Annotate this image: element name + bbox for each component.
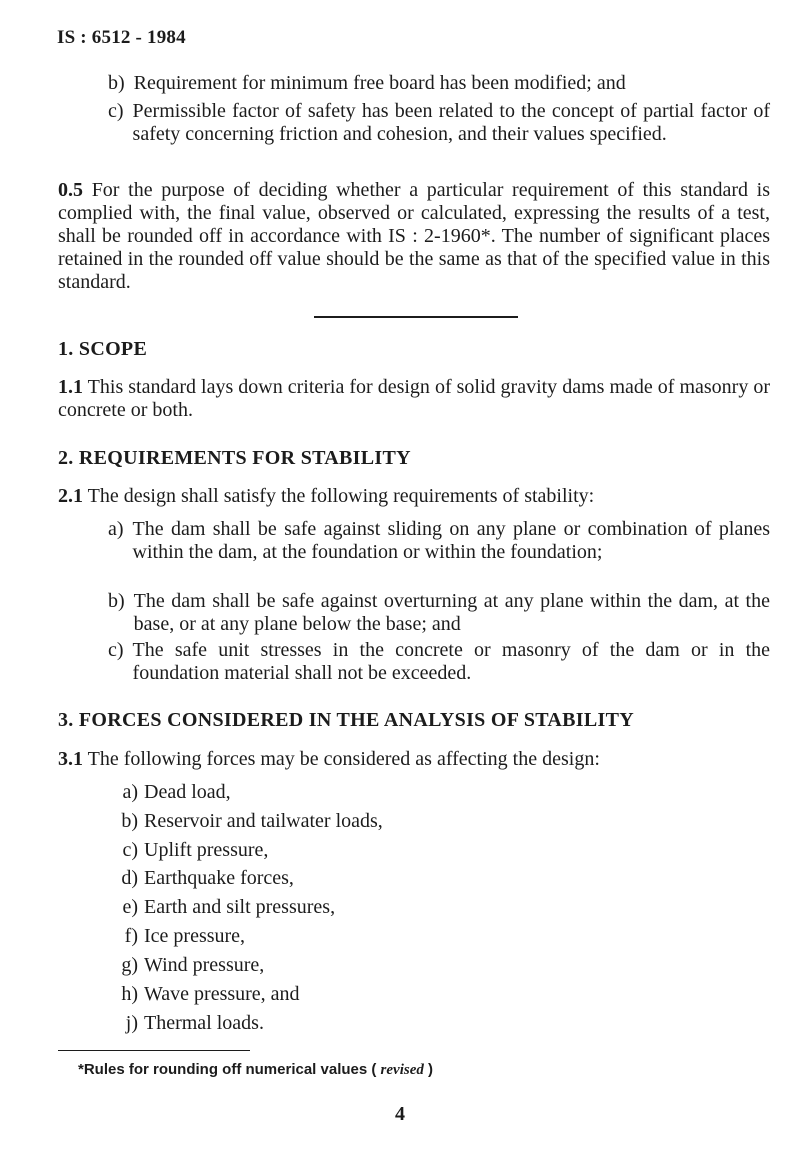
clause-text: For the purpose of deciding whether a particular requirement of this standard is complied with, the final value, observed or calculated, expressing the results of a test, shall be rounded off in accordance with IS : 2-1960*. The number of significant places retained in the rounded off value should be the same as that of the specified value in this standard. xyxy=(58,179,771,293)
document-id-header: IS : 6512 - 1984 xyxy=(57,27,186,48)
item-text: Earth and silt pressures, xyxy=(144,896,336,918)
footnote xyxy=(78,1058,433,1082)
item-label: a) xyxy=(108,518,124,540)
force-item-c xyxy=(108,839,268,862)
stability-item-c xyxy=(108,639,770,685)
clause-text: The design shall satisfy the following requirements of stability: xyxy=(87,485,595,507)
item-text: Earthquake forces, xyxy=(144,867,294,889)
section-divider xyxy=(314,316,518,318)
clause-3-1 xyxy=(58,748,770,771)
item-text: The dam shall be safe against overturning at any plane within the dam, at the base, or at any plane below the base; and xyxy=(133,590,770,635)
force-item-j xyxy=(108,1012,264,1035)
intro-item-c xyxy=(108,100,770,146)
item-label: j) xyxy=(125,1012,138,1034)
clause-1-1 xyxy=(58,376,770,422)
footnote-text: *Rules for rounding off numerical values ( xyxy=(78,1061,377,1078)
stability-item-b xyxy=(108,590,770,636)
item-label: b) xyxy=(108,590,125,612)
item-label: e) xyxy=(122,896,138,918)
clause-number: 3.1 xyxy=(58,748,83,770)
stability-item-a xyxy=(108,518,770,564)
force-item-a xyxy=(108,781,231,804)
item-text: The dam shall be safe against sliding on any plane or combination of planes within the dam, at the foundation or within the foundation; xyxy=(132,518,770,563)
item-label: b) xyxy=(108,72,125,94)
footnote-divider xyxy=(58,1050,250,1051)
item-text: Thermal loads. xyxy=(144,1012,264,1034)
item-text: Ice pressure, xyxy=(144,925,246,947)
force-item-e xyxy=(108,896,335,919)
clause-2-1 xyxy=(58,485,770,508)
force-item-g xyxy=(108,954,264,977)
item-label: h) xyxy=(121,983,138,1005)
clause-number: 2.1 xyxy=(58,485,83,507)
item-text: Reservoir and tailwater loads, xyxy=(144,810,383,832)
force-item-d xyxy=(108,867,294,890)
item-label: g) xyxy=(121,954,138,976)
force-item-h xyxy=(108,983,300,1006)
clause-0-5 xyxy=(58,179,770,294)
footnote-close: ) xyxy=(428,1061,434,1078)
item-text: Requirement for minimum free board has been modified; and xyxy=(133,72,626,94)
item-label: c) xyxy=(108,100,124,122)
item-label: b) xyxy=(121,810,138,832)
section-1-heading: 1. SCOPE xyxy=(58,338,148,360)
item-text: Permissible factor of safety has been related to the concept of partial factor of safety concerning friction and cohesion, and their values specified. xyxy=(132,100,770,145)
item-label: c) xyxy=(122,839,138,861)
clause-text: The following forces may be considered as affecting the design: xyxy=(87,748,600,770)
intro-item-b xyxy=(108,72,770,95)
clause-number: 0.5 xyxy=(58,179,83,201)
item-text: Uplift pressure, xyxy=(144,839,269,861)
item-text: Dead load, xyxy=(144,781,231,803)
clause-text: This standard lays down criteria for design of solid gravity dams made of masonry or concrete or both. xyxy=(58,376,771,421)
item-label: a) xyxy=(122,781,138,803)
item-label: d) xyxy=(121,867,138,889)
section-3-heading: 3. FORCES CONSIDERED IN THE ANALYSIS OF STABILITY xyxy=(58,709,634,731)
item-text: Wind pressure, xyxy=(144,954,265,976)
page-number: 4 xyxy=(395,1103,405,1125)
section-2-heading: 2. REQUIREMENTS FOR STABILITY xyxy=(58,447,411,469)
force-item-b xyxy=(108,810,383,833)
force-item-f xyxy=(108,925,245,948)
item-text: Wave pressure, and xyxy=(144,983,300,1005)
clause-number: 1.1 xyxy=(58,376,83,398)
item-label: c) xyxy=(108,639,124,661)
item-label: f) xyxy=(124,925,138,947)
footnote-italic: revised xyxy=(380,1062,424,1078)
item-text: The safe unit stresses in the concrete or masonry of the dam or in the foundation material shall not be exceeded. xyxy=(132,639,770,684)
